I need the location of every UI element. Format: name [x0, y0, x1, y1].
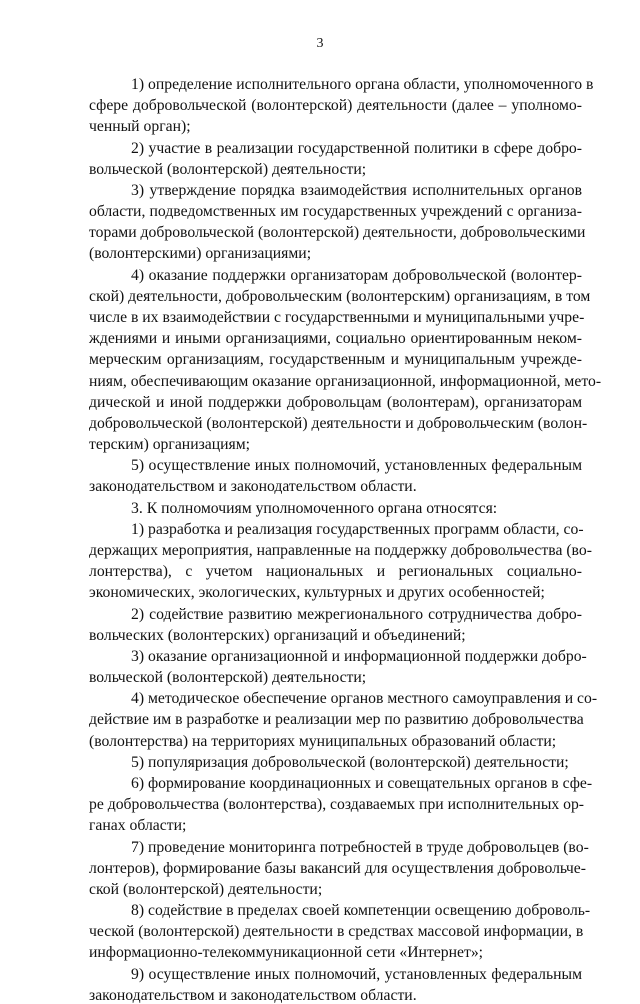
text-line: законодательством и законодательством области. — [89, 986, 417, 1004]
text-line: ской) деятельности, добровольческим (волонтерским) организациям, в том — [89, 287, 591, 305]
text-line: вольческой (волонтерской) деятельности; — [89, 669, 367, 686]
text-line: 8) содействие в пределах своей компетенции освещению доброволь- — [131, 902, 591, 919]
text-line: информационно-телекоммуникационной сети «Интернет»; — [89, 944, 484, 962]
text-line: ре добровольчества (волонтерства), создаваемых при исполнительных ор- — [89, 796, 585, 814]
text-line: ченный орган); — [89, 118, 191, 136]
text-line: лонтеров), формирование базы вакансий для осуществления добровольче- — [89, 859, 586, 877]
text-line: 1) разработка и реализация государственных программ области, со- — [131, 520, 584, 538]
text-line: торами добровольческой (волонтерской) деятельности, добровольческими — [89, 224, 586, 242]
text-line: 4) методическое обеспечение органов местного самоуправления и со- — [131, 690, 598, 708]
text-line: вольческой (волонтерской) деятельности; — [89, 160, 367, 178]
text-line: ждениями и иными организациями, социально ориентированным неком- — [89, 330, 582, 348]
text-line: 6) формирование координационных и совещательных органов в сфе- — [131, 774, 593, 792]
text-line: 1) определение исполнительного органа области, уполномоченного в — [131, 76, 594, 93]
text-line: 4) оказание поддержки организаторам добровольческой (волонтер- — [131, 266, 582, 284]
text-line: ниям, обеспечивающим оказание организационной, информационной, мето- — [89, 372, 602, 390]
text-line: 5) осуществление иных полномочий, установленных федеральным — [131, 457, 582, 475]
text-line: дической и иной поддержки добровольцам (волонтерам), организаторам — [89, 393, 582, 411]
text-line: экономических, экологических, культурных и других особенностей; — [89, 584, 545, 602]
text-line: 9) осуществление иных полномочий, установленных федеральным — [131, 965, 582, 983]
text-line: 5) популяризация добровольческой (волонтерской) деятельности; — [131, 753, 569, 771]
text-line: ганах области; — [89, 817, 187, 835]
text-line: держащих мероприятия, направленные на поддержку добровольчества (во- — [89, 542, 592, 559]
text-line: 3) утверждение порядка взаимодействия исполнительных органов — [131, 181, 582, 199]
text-line: мерческим организациям, государственным и муниципальным учрежде- — [89, 351, 582, 369]
text-line: законодательством и законодательством области. — [89, 478, 417, 496]
text-line: 3) оказание организационной и информационной поддержки добро- — [131, 647, 587, 665]
text-line: вольческих (волонтерских) организаций и объединений; — [89, 626, 466, 644]
text-line: действие им в разработке и реализации мер по развитию добровольчества — [89, 711, 584, 729]
text-line: 7) проведение мониторинга потребностей в труде добровольцев (во- — [131, 838, 589, 856]
text-line: (волонтерскими) организациями; — [89, 245, 312, 263]
text-line: ской (волонтерской) деятельности; — [89, 880, 323, 898]
text-line: 2) участие в реализации государственной политики в сфере добро- — [131, 139, 582, 157]
text-line: сфере добровольческой (волонтерской) деятельности (далее – уполномо- — [89, 97, 582, 115]
text-line: терским) организациям; — [89, 436, 251, 454]
text-line: лонтерства), с учетом национальных и региональных социально- — [89, 563, 582, 581]
text-line: (волонтерства) на территориях муниципальных образований области; — [89, 732, 557, 750]
text-line: области, подведомственных им государственных учреждений с организа- — [89, 203, 582, 221]
text-line: добровольческой (волонтерской) деятельности и добровольческим (волон- — [89, 414, 588, 432]
text-line: ческой (волонтерской) деятельности в средствах массовой информации, в — [89, 923, 584, 941]
text-line: числе в их взаимодействии с государственными и муниципальными учре- — [89, 309, 585, 326]
text-line: 3. К полномочиям уполномоченного органа относятся: — [131, 499, 498, 517]
text-line: 2) содействие развитию межрегионального сотрудничества добро- — [131, 605, 582, 623]
page-number: 3 — [316, 36, 324, 51]
